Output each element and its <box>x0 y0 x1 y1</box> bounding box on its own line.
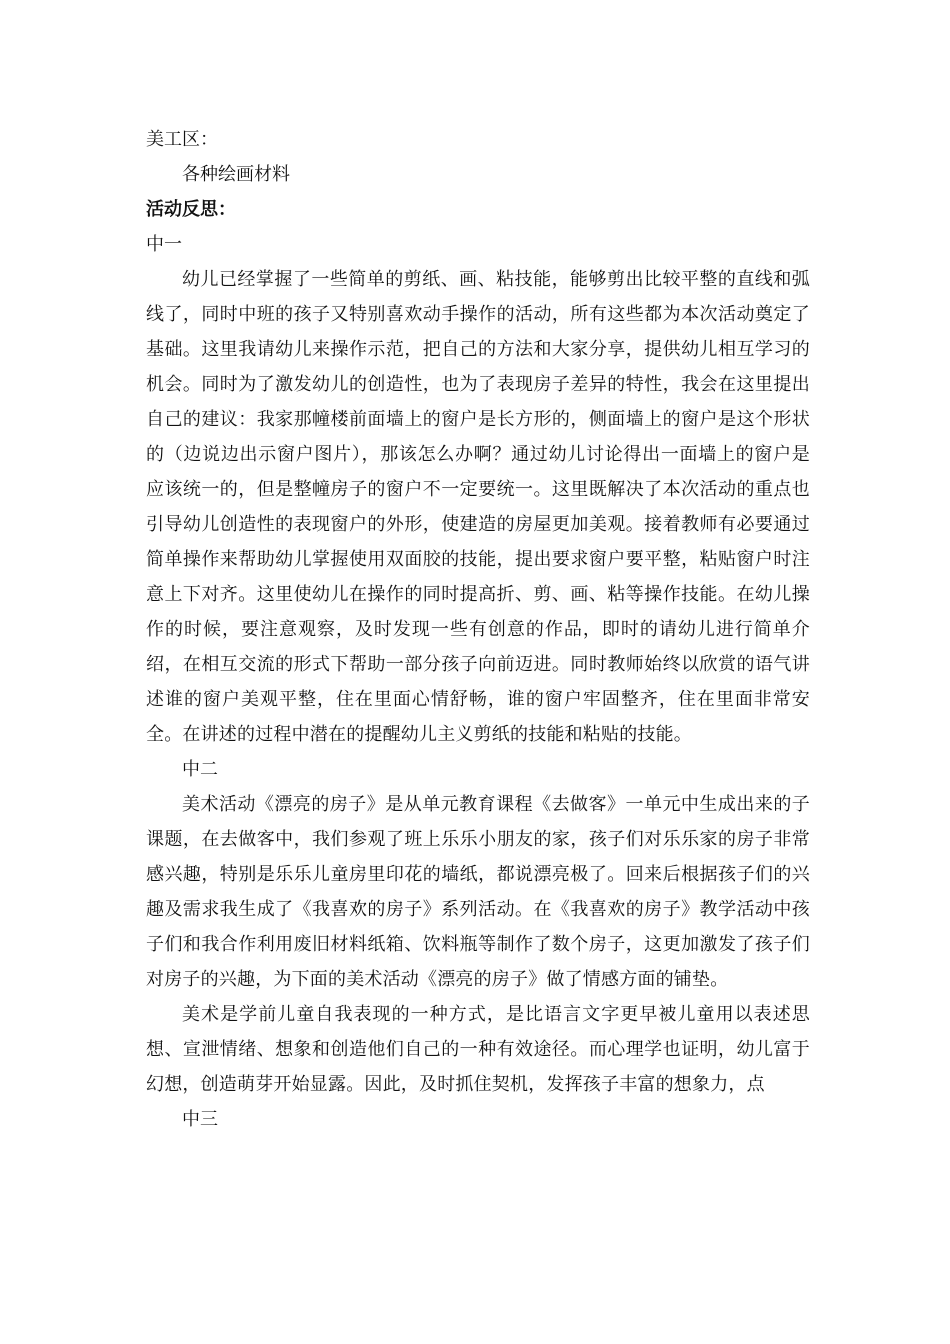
section-label-3: 中三 <box>182 1109 218 1130</box>
section-1-paragraph: 幼儿已经掌握了一些简单的剪纸、画、粘技能，能够剪出比较平整的直线和弧线了，同时中班的孩子又特别喜欢动手操作的活动，所有这些都为本次活动奠定了基础。这里我请幼儿来操作示范，把自己的方法和大家分享，提供幼儿相互学习的机会。同时为了激发幼儿的创造性，也为了表现房子差异的特性，我会在这里提出自己的建议：我家那幢楼前面墙上的窗户是长方形的，侧面墙上的窗户是这个形状的（边说边出示窗户图片），那该怎么办啊？通过幼儿讨论得出一面墙上的窗户是应该统一的，但是整幢房子的窗户不一定要统一。这里既解决了本次活动的重点也引导幼儿创造性的表现窗户的外形，使建造的房屋更加美观。接着教师有必要通过简单操作来帮助幼儿掌握使用双面胶的技能，提出要求窗户要平整，粘贴窗户时注意上下对齐。这里使幼儿在操作的同时提高折、剪、画、粘等操作技能。在幼儿操作的时候，要注意观察，及时发现一些有创意的作品，即时的请幼儿进行简单介绍，在相互交流的形式下帮助一部分孩子向前迈进。同时教师始终以欣赏的语气讲述谁的窗户美观平整，住在里面心情舒畅，谁的窗户牢固整齐，住在里面非常安全。在讲述的过程中潜在的提醒幼儿主义剪纸的技能和粘贴的技能。 <box>146 269 810 745</box>
section-2-paragraph-1: 美术活动《漂亮的房子》是从单元教育课程《去做客》一单元中生成出来的子课题，在去做客中，我们参观了班上乐乐小朋友的家，孩子们对乐乐家的房子非常感兴趣，特别是乐乐儿童房里印花的墙纸，都说漂亮极了。回来后根据孩子们的兴趣及需求我生成了《我喜欢的房子》系列活动。在《我喜欢的房子》教学活动中孩子们和我合作利用废旧材料纸箱、饮料瓶等制作了数个房子，这更加激发了孩子们对房子的兴趣，为下面的美术活动《漂亮的房子》做了情感方面的铺垫。 <box>146 794 810 990</box>
reflection-heading: 活动反思： <box>146 199 236 220</box>
section-label-2: 中二 <box>182 759 218 780</box>
art-area-item: 各种绘画材料 <box>182 164 290 185</box>
section-label-1: 中一 <box>146 234 182 255</box>
document-body <box>146 122 810 1137</box>
art-area-label: 美工区： <box>146 129 218 150</box>
section-2-paragraph-2: 美术是学前儿童自我表现的一种方式，是比语言文字更早被儿童用以表述思想、宣泄情绪、想象和创造他们自己的一种有效途径。而心理学也证明，幼儿富于幻想，创造萌芽开始显露。因此，及时抓住契机，发挥孩子丰富的想象力，点 <box>146 1004 810 1095</box>
